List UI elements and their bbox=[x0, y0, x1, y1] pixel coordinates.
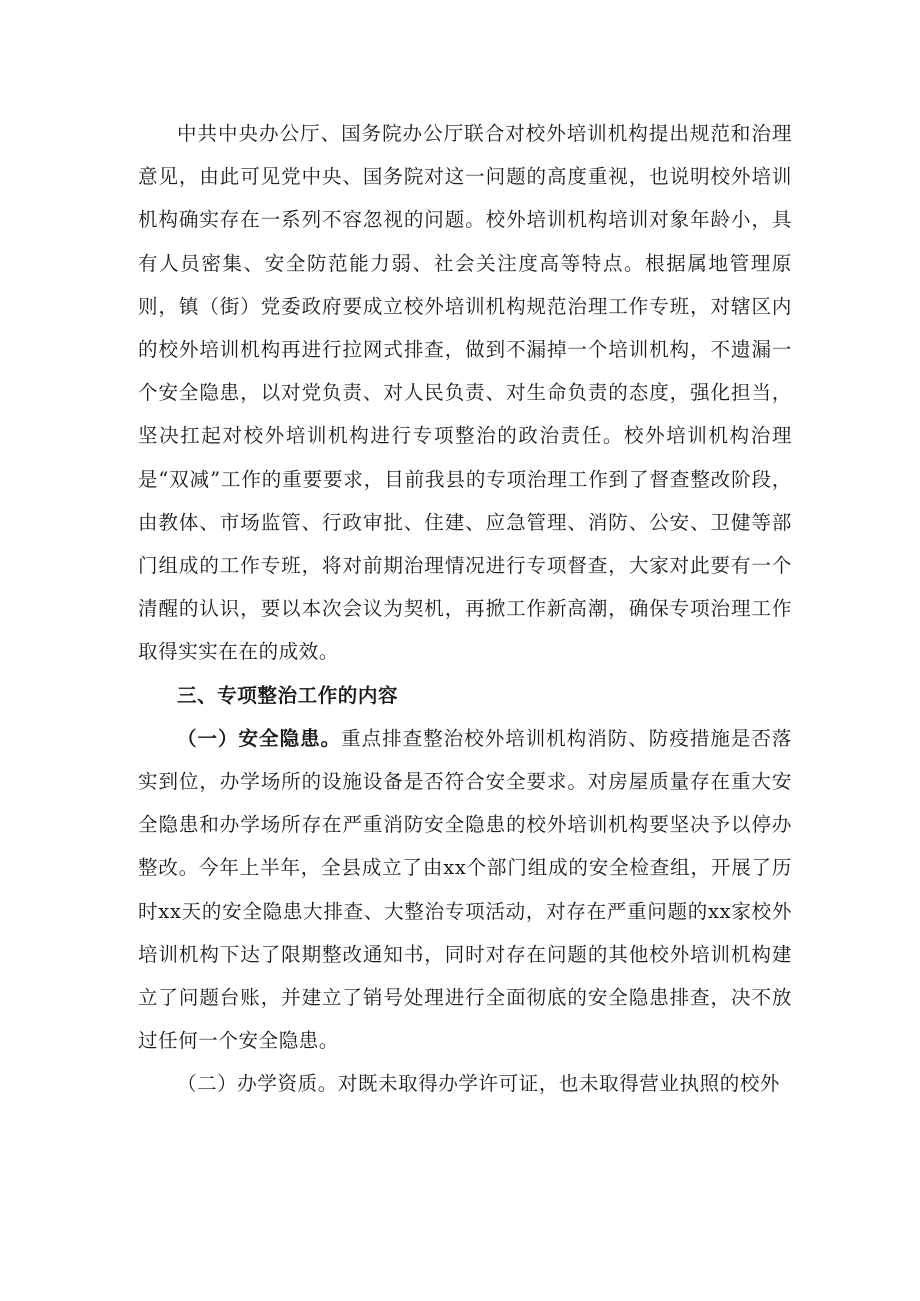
section-heading: 三、专项整治工作的内容 bbox=[177, 683, 399, 707]
item-1-body: 重点排查整治校外培训机构消防、防疫措施是否落实到位，办学场所的设施设备是否符合安全要求。对房屋质量存在重大安全隐患和办学场所存在严重消防安全隐患的校外培训机构要坚决予以停办整改。今年上半年，全县成立了由xx个部门组成的安全检查组，开展了历时xx天的安全隐患大排查、大整治专项活动，对存在严重问题的xx家校外培训机构下达了限期整改通知书，同时对存在问题的其他校外培训机构建立了问题台账，并建立了销号处理进行全面彻底的安全隐患排查，决不放过任何一个安全隐患。 bbox=[138, 726, 792, 1053]
item-1-lead: （一）安全隐患。 bbox=[177, 726, 342, 750]
document-body bbox=[138, 112, 792, 1106]
paragraph-qualification bbox=[138, 1062, 792, 1105]
item-2-lead: （二）办学资质。 bbox=[177, 1072, 338, 1096]
paragraph-intro: 中共中央办公厅、国务院办公厅联合对校外培训机构提出规范和治理意见，由此可见党中央、国务院对这一问题的高度重视，也说明校外培训机构确实存在一系列不容忽视的问题。校外培训机构培训对象年龄小，具有人员密集、安全防范能力弱、社会关注度高等特点。根据属地管理原则，镇（街）党委政府要成立校外培训机构规范治理工作专班，对辖区内的校外培训机构再进行拉网式排查，做到不漏掉一个培训机构，不遗漏一个安全隐患，以对党负责、对人民负责、对生命负责的态度，强化担当，坚决扛起对校外培训机构进行专项整治的政治责任。校外培训机构治理是“双减”工作的重要要求，目前我县的专项治理工作到了督查整改阶段，由教体、市场监管、行政审批、住建、应急管理、消防、公安、卫健等部门组成的工作专班，将对前期治理情况进行专项督查，大家对此要有一个清醒的认识，要以本次会议为契机，再掀工作新高潮，确保专项治理工作取得实实在在的成效。 bbox=[138, 122, 792, 664]
paragraph-safety-hazards bbox=[138, 717, 792, 1063]
item-2-body: 对既未取得办学许可证，也未取得营业执照的校外 bbox=[337, 1072, 781, 1096]
